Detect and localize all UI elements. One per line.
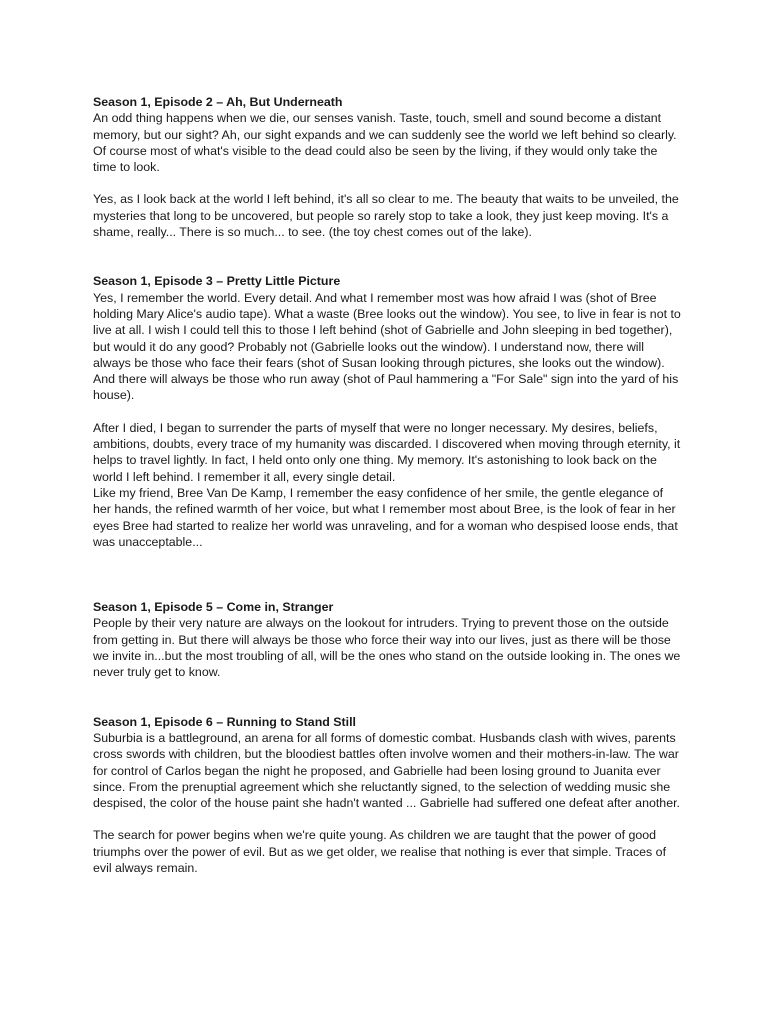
paragraph: After I died, I began to surrender the parts of myself that were no longer necessary. My desires, beliefs, ambitions, doubts, every trace of my humanity was discarded. I discovered when moving through eternity, it helps to travel lightly. In fact, I held onto only one thing. My memory. It's astonishing to look back on the world I left behind. I remember it all, every single detail. (93, 420, 681, 484)
section-title: Season 1, Episode 5 – Come in, Stranger (93, 600, 334, 615)
paragraph: People by their very nature are always on the lookout for intruders. Trying to prevent those on the outside from getting in. But there will always be those who force their way into our lives, just as there will be those we invite in...but the most troubling of all, will be the ones who stand on the outside looking in. The ones we never truly get to know. (93, 616, 681, 680)
section-episode-3 (93, 273, 681, 550)
section-title: Season 1, Episode 3 – Pretty Little Picture (93, 274, 341, 289)
paragraph: Suburbia is a battleground, an arena for all forms of domestic combat. Husbands clash with wives, parents cross swords with children, but the bloodiest battles often involve women and their mothers-in-law. The war for control of Carlos began the night he proposed, and Gabrielle had been losing ground to Juanita ever since. From the prenuptial agreement which she reluctantly signed, to the selection of wedding music she despised, the color of the house paint she hadn't wanted ... Gabrielle had suffered one defeat after another. (93, 730, 680, 811)
paragraph: The search for power begins when we're quite young. As children we are taught that the power of good triumphs over the power of evil. But as we get older, we realise that nothing is ever that simple. Traces of evil always remain. (93, 828, 667, 875)
section-title: Season 1, Episode 2 – Ah, But Underneath (93, 95, 343, 109)
paragraph: Like my friend, Bree Van De Kamp, I remember the easy confidence of her smile, the gentle elegance of her hands, the refined warmth of her voice, but what I remember most about Bree, is the look of fear in her eyes Bree had started to realize her world was unraveling, and for a woman who despised loose ends, that was unacceptable... (93, 485, 678, 549)
document-page (93, 94, 681, 876)
paragraph: An odd thing happens when we die, our senses vanish. Taste, touch, smell and sound become a distant memory, but our sight? Ah, our sight expands and we can suddenly see the world we left behind so clearly. Of course most of what's visible to the dead could also be seen by the living, if they would only take the time to look. (93, 111, 677, 175)
section-title: Season 1, Episode 6 – Running to Stand Still (93, 714, 356, 729)
section-episode-2 (93, 94, 681, 240)
paragraph: Yes, as I look back at the world I left behind, it's all so clear to me. The beauty that waits to be unveiled, the mysteries that long to be uncovered, but people so rarely stop to take a look, they just keep moving. It's a shame, really... There is so much... to see. (the toy chest comes out of the lake). (93, 192, 679, 240)
section-episode-5 (93, 599, 681, 680)
paragraph: Yes, I remember the world. Every detail. And what I remember most was how afraid I was (shot of Bree holding Mary Alice's audio tape). What a waste (Bree looks out the window). You see, to live in fear is not to live at all. I wish I could tell this to those I left behind (shot of Gabrielle and John sleeping in bed together), but would it do any good? Probably not (Gabrielle looks out the window). I understand now, there will always be those who face their fears (shot of Susan looking through pictures, she looks out the window). And there will always be those who run away (shot of Paul hammering a "For Sale" sign into the yard of his house). (93, 290, 681, 403)
section-episode-6 (93, 714, 681, 877)
